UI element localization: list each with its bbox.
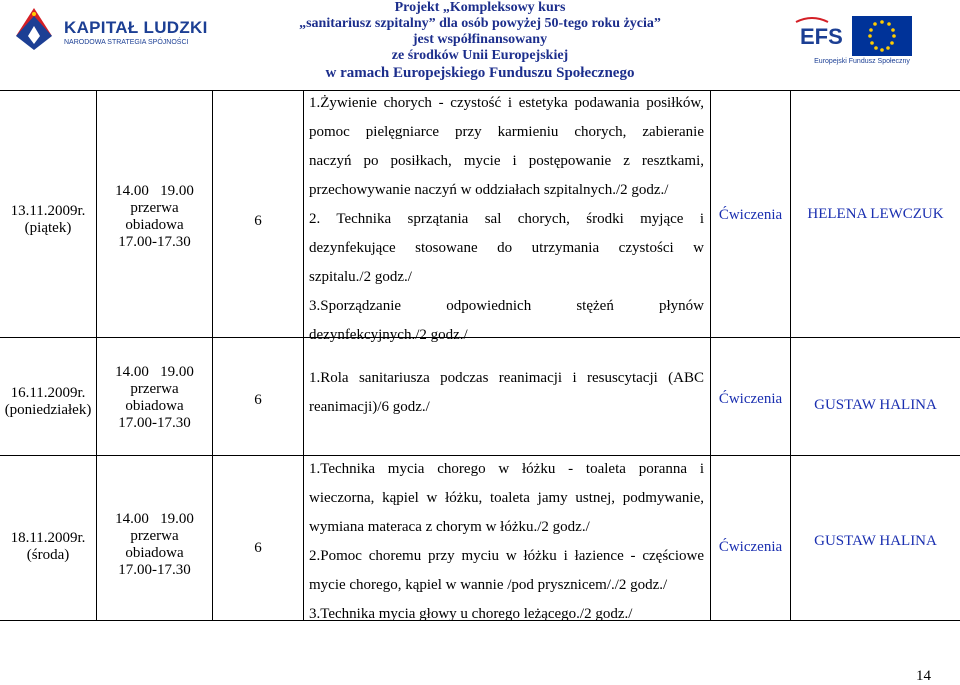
teacher-cell: HELENA LEWCZUK xyxy=(807,206,944,222)
page-header xyxy=(0,0,960,90)
break-label: obiadowa xyxy=(125,217,184,233)
topic-cell xyxy=(309,364,704,422)
kapital-ludzki-logo xyxy=(14,6,208,54)
date-text: 18.11.2009r. xyxy=(10,530,86,546)
project-line: jest współfinansowany xyxy=(412,32,548,47)
topic-line: naczyń po posiłkach, mycie i postępowanie z resztkami, xyxy=(309,153,704,169)
date-text: 13.11.2009r. xyxy=(10,203,86,219)
topic-line: 3.Sporządzanie odpowiednich stężeń płynów xyxy=(309,298,704,314)
topic-line: dezynfekujące stosowane do utrzymania czystości w xyxy=(309,240,704,256)
right-logo-subtitle: Europejski Fundusz Społeczny xyxy=(814,58,910,65)
topic-line: 1.Rola sanitariusza podczas reanimacji i resuscytacji (ABC xyxy=(309,370,704,386)
date-cell xyxy=(0,203,96,237)
time-cell xyxy=(97,511,212,579)
left-logo-title: KAPITAŁ LUDZKI xyxy=(64,18,208,37)
topic-line: 1.Technika mycia chorego w łóżku - toaleta poranna i xyxy=(309,461,704,477)
break-label: przerwa xyxy=(130,528,179,544)
day-text: (poniedziałek) xyxy=(4,402,92,418)
topic-cell xyxy=(309,455,704,629)
topic-line: przechowywanie naczyń w oddziałach szpitalnych./2 godz./ xyxy=(309,182,669,198)
form-cell: Ćwiczenia xyxy=(718,539,783,555)
column-divider xyxy=(303,90,304,620)
topic-line: 3.Technika mycia głowy u chorego leżącego./2 godz./ xyxy=(309,606,633,622)
topic-line: mycie chorego, kąpiel w wannie /pod prysznicem/./2 godz./ xyxy=(309,577,668,593)
hours-cell: 6 xyxy=(254,392,262,408)
time-cell xyxy=(97,183,212,251)
topic-line: wymiana materaca z chorym w łóżku./2 godz./ xyxy=(309,519,590,535)
project-title xyxy=(290,0,670,81)
kapital-ludzki-flag-icon xyxy=(14,6,54,52)
break-label: przerwa xyxy=(130,200,179,216)
time-range: 14.00 19.00 xyxy=(115,183,194,199)
project-line: „sanitariusz szpitalny” dla osób powyżej 50-tego roku życia” xyxy=(299,16,661,31)
form-cell: Ćwiczenia xyxy=(718,207,783,223)
time-cell xyxy=(97,364,212,432)
topic-line: 2.Pomoc choremu przy myciu w łóżku i łazience - częściowe xyxy=(309,548,704,564)
topic-line: wieczorna, kąpiel w łóżku, toaleta jamy ustnej, podmywanie, xyxy=(309,490,704,506)
project-line: w ramach Europejskiego Funduszu Społecznego xyxy=(325,65,635,81)
time-range: 14.00 19.00 xyxy=(115,511,194,527)
page-number: 14 xyxy=(916,668,931,684)
topic-line: reanimacji)/6 godz./ xyxy=(309,399,430,415)
teacher-cell: GUSTAW HALINA xyxy=(814,397,937,413)
break-time: 17.00-17.30 xyxy=(118,562,191,578)
date-cell xyxy=(0,385,96,419)
hours-cell: 6 xyxy=(254,213,262,229)
form-cell: Ćwiczenia xyxy=(718,391,783,407)
break-time: 17.00-17.30 xyxy=(118,415,191,431)
project-line: Projekt „Kompleksowy kurs xyxy=(394,0,566,15)
efs-logo xyxy=(792,12,932,72)
topic-line: 2. Technika sprzątania sal chorych, środki myjące i xyxy=(309,211,704,227)
topic-line: dezynfekcyjnych./2 godz./ xyxy=(309,327,468,343)
day-text: (piątek) xyxy=(24,220,72,236)
topic-line: pomoc pielęgniarce przy karmieniu chorych, zabieranie xyxy=(309,124,704,140)
project-line: ze środków Unii Europejskiej xyxy=(391,48,569,63)
hours-cell: 6 xyxy=(254,540,262,556)
break-label: obiadowa xyxy=(125,398,184,414)
date-text: 16.11.2009r. xyxy=(10,385,86,401)
break-label: przerwa xyxy=(130,381,179,397)
efs-logo-text: EFS xyxy=(800,24,843,49)
topic-cell xyxy=(309,89,704,350)
day-text: (środa) xyxy=(26,547,70,563)
break-time: 17.00-17.30 xyxy=(118,234,191,250)
date-cell xyxy=(0,530,96,564)
time-range: 14.00 19.00 xyxy=(115,364,194,380)
topic-line: szpitalu./2 godz./ xyxy=(309,269,412,285)
break-label: obiadowa xyxy=(125,545,184,561)
topic-line: 1.Żywienie chorych - czystość i estetyka podawania posiłków, xyxy=(309,95,704,111)
efs-emblem-icon xyxy=(792,12,932,56)
left-logo-subtitle: NARODOWA STRATEGIA SPÓJNOŚCI xyxy=(64,39,189,46)
teacher-cell: GUSTAW HALINA xyxy=(814,533,937,549)
